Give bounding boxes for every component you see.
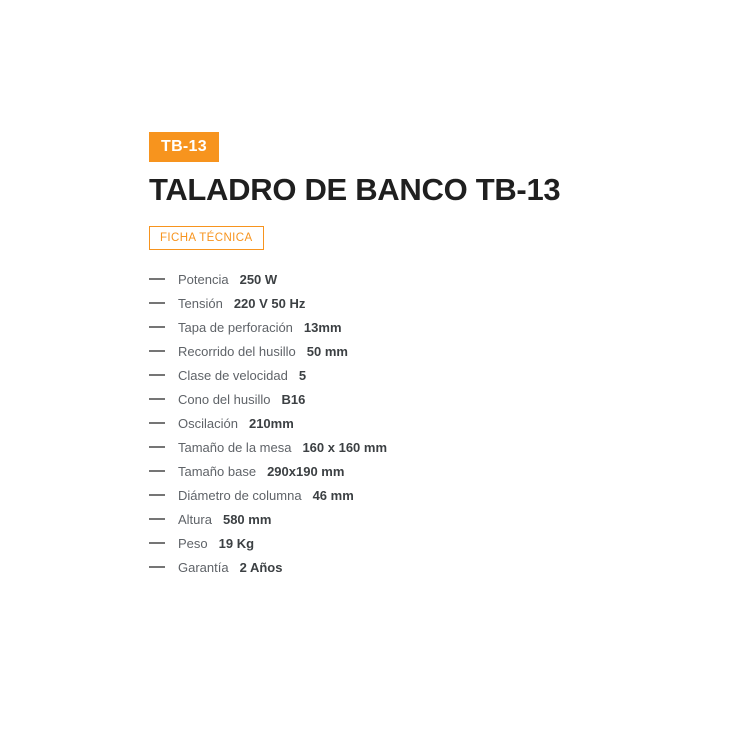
spec-value: B16	[281, 391, 306, 407]
dash-icon	[149, 302, 165, 304]
spec-row	[149, 339, 709, 363]
spec-label: Tamaño base	[178, 463, 257, 479]
spec-label: Tamaño de la mesa	[178, 439, 292, 455]
spec-value: 290x190 mm	[267, 463, 345, 479]
dash-icon	[149, 446, 165, 448]
spec-value: 5	[298, 367, 307, 383]
spec-label: Altura	[178, 511, 212, 527]
dash-icon	[149, 374, 165, 376]
dash-icon	[149, 470, 165, 472]
dash-icon	[149, 398, 165, 400]
dash-icon	[149, 326, 165, 328]
spec-row	[149, 363, 709, 387]
spec-row	[149, 531, 709, 555]
dash-icon	[149, 566, 165, 568]
spec-row	[149, 411, 709, 435]
spec-row	[149, 291, 709, 315]
spec-label: Diámetro de columna	[178, 487, 302, 503]
spec-label: Tensión	[178, 295, 223, 311]
spec-value: 210mm	[248, 415, 294, 431]
dash-icon	[149, 494, 165, 496]
model-badge: TB-13	[149, 132, 219, 162]
spec-row	[149, 483, 709, 507]
spec-label: Garantía	[178, 559, 229, 575]
dash-icon	[149, 518, 165, 520]
spec-value: 13mm	[303, 319, 342, 335]
spec-label: Peso	[178, 535, 208, 551]
dash-icon	[149, 422, 165, 424]
spec-value: 580 mm	[222, 511, 272, 527]
spec-row	[149, 507, 709, 531]
dash-icon	[149, 350, 165, 352]
spec-value: 160 x 160 mm	[302, 439, 388, 455]
spec-list	[149, 267, 709, 579]
spec-value: 46 mm	[312, 487, 354, 503]
spec-row	[149, 267, 709, 291]
spec-label: Recorrido del husillo	[178, 343, 296, 359]
spec-value: 250 W	[239, 271, 278, 287]
spec-label: Tapa de perforación	[178, 319, 293, 335]
spec-value: 19 Kg	[218, 535, 255, 551]
spec-value: 50 mm	[306, 343, 348, 359]
dash-icon	[149, 542, 165, 544]
spec-label: Cono del husillo	[178, 391, 271, 407]
spec-label: Oscilación	[178, 415, 238, 431]
product-title: TALADRO DE BANCO TB-13	[149, 172, 561, 207]
product-spec-page	[149, 132, 709, 579]
spec-label: Clase de velocidad	[178, 367, 288, 383]
spec-row	[149, 459, 709, 483]
spec-row	[149, 387, 709, 411]
spec-value: 220 V 50 Hz	[233, 295, 306, 311]
spec-row	[149, 315, 709, 339]
dash-icon	[149, 278, 165, 280]
ficha-tecnica-button[interactable]: FICHA TÉCNICA	[149, 226, 264, 250]
spec-row	[149, 435, 709, 459]
spec-label: Potencia	[178, 271, 229, 287]
spec-value: 2 Años	[239, 559, 283, 575]
spec-row	[149, 555, 709, 579]
